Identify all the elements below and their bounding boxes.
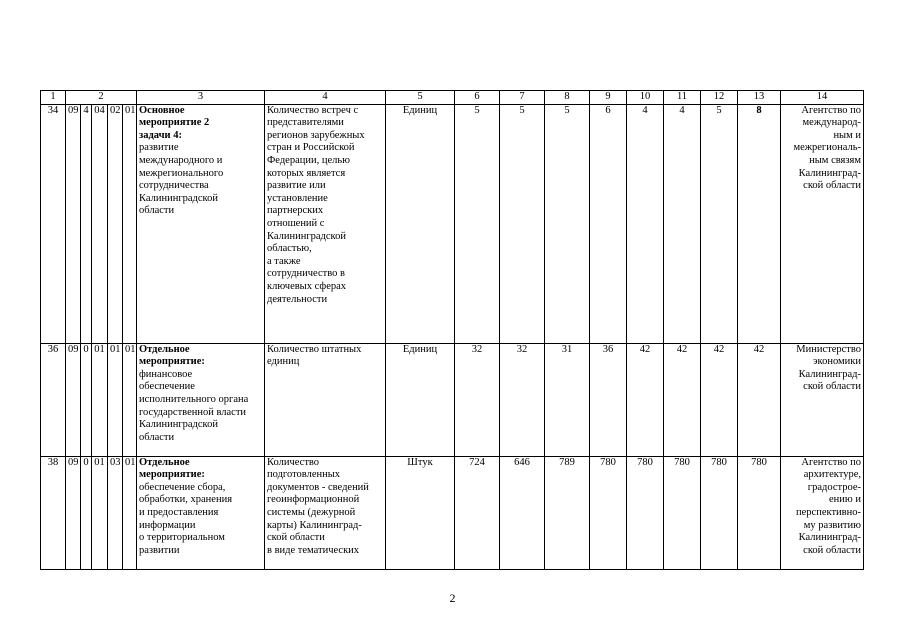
measure-desc-line: области: [139, 431, 175, 443]
responsible-line: Агентство по: [801, 456, 861, 468]
indicator-cell: [265, 343, 386, 456]
measure-desc-line: обеспечение: [139, 381, 195, 393]
code-cell: 01: [123, 456, 137, 569]
code-cell: 09: [66, 343, 81, 456]
value-cell: 4: [627, 104, 664, 343]
indicator-line: Федерации, целью: [267, 154, 350, 166]
value-cell: 789: [545, 456, 590, 569]
measure-desc-line: развитие: [139, 142, 179, 154]
responsible-line: ным и: [833, 129, 861, 141]
header-col-9: 9: [590, 91, 627, 105]
value-cell: 780: [627, 456, 664, 569]
responsible-cell: [781, 104, 864, 343]
measure-desc-line: международного и: [139, 154, 223, 166]
value-cell: 42: [701, 343, 738, 456]
responsible-line: Агентство по: [801, 104, 861, 116]
indicator-cell: [265, 456, 386, 569]
value-cell: [738, 104, 781, 343]
measure-desc-line: Калининградской: [139, 419, 218, 431]
code-cell: 0: [81, 343, 92, 456]
value-cell: 646: [500, 456, 545, 569]
indicator-line: системы (дежурной: [267, 506, 356, 518]
measure-desc-line: обработки, хранения: [139, 494, 233, 506]
measure-desc-line: информации: [139, 519, 196, 531]
measure-desc-line: развитии: [139, 544, 180, 556]
indicator-line: документов - сведений: [267, 481, 369, 493]
unit-cell: Единиц: [386, 343, 455, 456]
code-cell: 09: [66, 456, 81, 569]
value-cell: 5: [701, 104, 738, 343]
responsible-line: Калининград-: [798, 167, 861, 179]
header-col-5: 5: [386, 91, 455, 105]
indicator-line: Количество штатных: [267, 343, 362, 355]
row-number: 34: [41, 104, 66, 343]
measure-title-line: Отдельное: [139, 456, 190, 468]
code-cell: 01: [123, 104, 137, 343]
code-cell: 04: [92, 104, 108, 343]
value-cell: 32: [455, 343, 500, 456]
code-cell: 02: [108, 104, 123, 343]
measures-table: [40, 90, 864, 570]
value-bold: 8: [756, 104, 762, 116]
measure-title-line: мероприятие:: [139, 469, 205, 481]
responsible-line: Калининград-: [798, 368, 861, 380]
indicator-cell: [265, 104, 386, 343]
page-number: 2: [449, 591, 456, 605]
measure-desc-line: о территориальном: [139, 532, 225, 544]
responsible-line: экономики: [813, 356, 861, 368]
indicator-line: установление: [267, 192, 328, 204]
header-col-11: 11: [664, 91, 701, 105]
indicator-line: карты) Калининград-: [267, 519, 362, 531]
header-col-2: 2: [66, 91, 137, 105]
header-col-14: 14: [781, 91, 864, 105]
measure-desc-line: государственной власти: [139, 406, 247, 418]
table-row: [41, 456, 864, 569]
measure-desc-line: Калининградской: [139, 192, 218, 204]
header-col-13: 13: [738, 91, 781, 105]
header-col-7: 7: [500, 91, 545, 105]
indicator-line: подготовленных: [267, 469, 341, 481]
header-row: [41, 91, 864, 105]
code-cell: 01: [123, 343, 137, 456]
measure-desc-line: межрегионального: [139, 167, 224, 179]
header-col-6: 6: [455, 91, 500, 105]
code-cell: 4: [81, 104, 92, 343]
code-cell: 01: [92, 343, 108, 456]
value-cell: 780: [738, 456, 781, 569]
header-col-8: 8: [545, 91, 590, 105]
responsible-cell: [781, 456, 864, 569]
measure-desc-line: сотрудничества: [139, 180, 209, 192]
value-cell: 5: [500, 104, 545, 343]
indicator-line: а также: [267, 255, 301, 267]
responsible-line: архитектуре,: [803, 469, 861, 481]
responsible-line: международ-: [802, 117, 861, 129]
measure-title-line: мероприятие 2: [139, 117, 210, 129]
measure-desc-line: финансовое: [139, 368, 193, 380]
responsible-line: ской области: [803, 544, 861, 556]
header-col-3: 3: [137, 91, 265, 105]
code-cell: 01: [92, 456, 108, 569]
indicator-line: отношений с: [267, 217, 325, 229]
indicator-line: партнерских: [267, 205, 324, 217]
measure-name-cell: [137, 343, 265, 456]
responsible-line: Калининград-: [798, 532, 861, 544]
measure-desc-line: исполнительного органа: [139, 393, 249, 405]
responsible-line: ным связям: [809, 154, 861, 166]
indicator-line: которых является: [267, 167, 346, 179]
measure-desc-line: обеспечение сбора,: [139, 481, 226, 493]
indicator-line: ключевых сферах: [267, 280, 347, 292]
measure-desc-line: и предоставления: [139, 506, 219, 518]
indicator-line: областью,: [267, 243, 312, 255]
responsible-line: ению и: [829, 494, 861, 506]
value-cell: 31: [545, 343, 590, 456]
value-cell: 780: [664, 456, 701, 569]
value-cell: 42: [664, 343, 701, 456]
value-cell: 32: [500, 343, 545, 456]
indicator-line: представителями: [267, 117, 344, 129]
row-number: 36: [41, 343, 66, 456]
indicator-line: геоинформационной: [267, 494, 360, 506]
measure-desc-line: области: [139, 205, 175, 217]
responsible-line: му развитию: [803, 519, 861, 531]
unit-cell: Единиц: [386, 104, 455, 343]
value-cell: 42: [627, 343, 664, 456]
measure-title-line: мероприятие:: [139, 356, 205, 368]
unit-cell: Штук: [386, 456, 455, 569]
code-cell: 01: [108, 343, 123, 456]
responsible-cell: [781, 343, 864, 456]
measure-title-line: задачи 4:: [139, 129, 182, 141]
responsible-line: перспективно-: [796, 506, 861, 518]
value-cell: 724: [455, 456, 500, 569]
responsible-line: Министерство: [796, 343, 861, 355]
code-cell: 03: [108, 456, 123, 569]
indicator-line: Количество: [267, 456, 320, 468]
indicator-line: развитие или: [267, 180, 326, 192]
responsible-line: межрегиональ-: [793, 142, 861, 154]
table-row: [41, 343, 864, 456]
header-col-4: 4: [265, 91, 386, 105]
indicator-line: деятельности: [267, 293, 328, 305]
measure-name-cell: [137, 456, 265, 569]
value-cell: 780: [701, 456, 738, 569]
value-cell: 4: [664, 104, 701, 343]
indicator-line: в виде тематических: [267, 544, 360, 556]
value-cell: 780: [590, 456, 627, 569]
table-row: [41, 104, 864, 343]
indicator-line: регионов зарубежных: [267, 129, 365, 141]
responsible-line: ской области: [803, 180, 861, 192]
header-col-1: 1: [41, 91, 66, 105]
measure-title-line: Основное: [139, 104, 185, 116]
indicator-line: Калининградской: [267, 230, 346, 242]
row-number: 38: [41, 456, 66, 569]
code-cell: 09: [66, 104, 81, 343]
responsible-line: градострое-: [807, 481, 861, 493]
responsible-line: ской области: [803, 381, 861, 393]
measure-name-cell: [137, 104, 265, 343]
value-cell: 5: [455, 104, 500, 343]
value-cell: 42: [738, 343, 781, 456]
code-cell: 0: [81, 456, 92, 569]
value-cell: 5: [545, 104, 590, 343]
measure-title-line: Отдельное: [139, 343, 190, 355]
indicator-line: сотрудничество в: [267, 268, 345, 280]
header-col-12: 12: [701, 91, 738, 105]
indicator-line: Количество встреч с: [267, 104, 359, 116]
indicator-line: ской области: [267, 532, 325, 544]
indicator-line: единиц: [267, 356, 300, 368]
header-col-10: 10: [627, 91, 664, 105]
value-cell: 6: [590, 104, 627, 343]
value-cell: 36: [590, 343, 627, 456]
indicator-line: стран и Российской: [267, 142, 355, 154]
